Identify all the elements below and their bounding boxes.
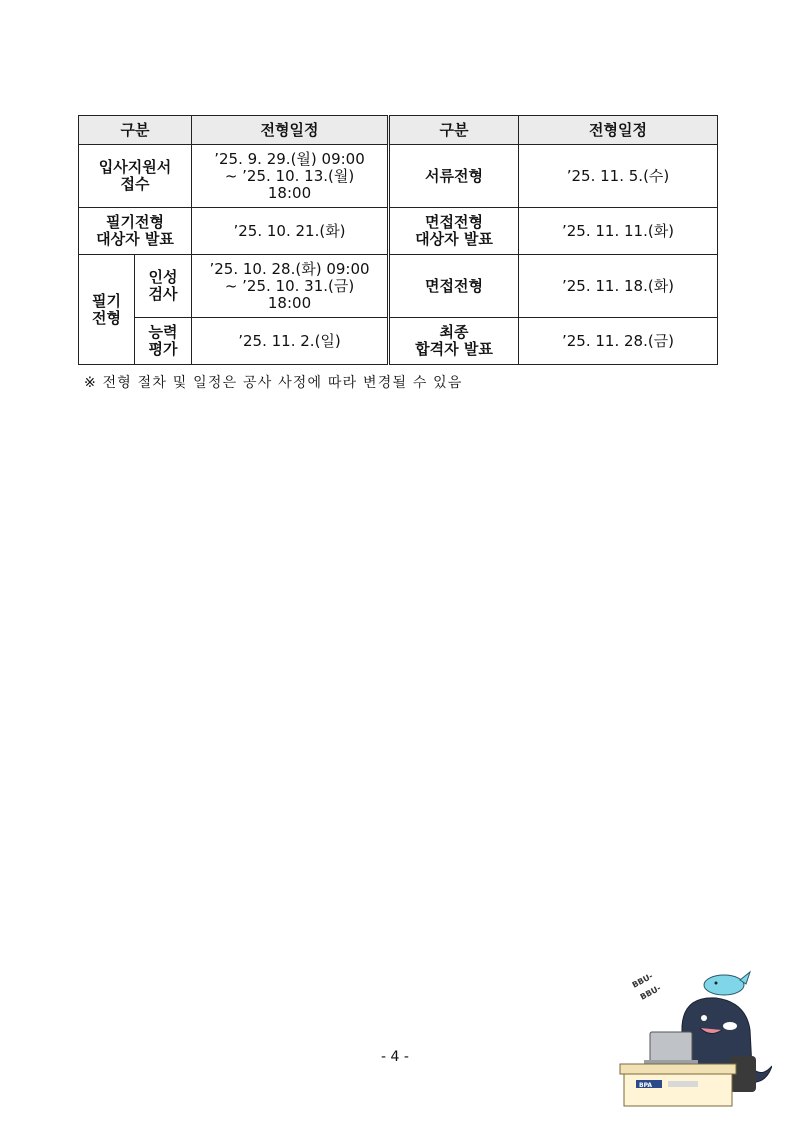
row-label-right: 면접전형 대상자 발표 — [389, 208, 519, 255]
row-date: ’25. 9. 29.(월) 09:00 ~ ’25. 10. 13.(월) 18:00 — [192, 145, 389, 208]
row-date-right: ’25. 11. 28.(금) — [519, 318, 718, 365]
table-row — [79, 318, 718, 365]
row-date: ’25. 10. 21.(화) — [192, 208, 389, 255]
table-row — [79, 255, 718, 318]
row-label: 필기전형 대상자 발표 — [79, 208, 192, 255]
svg-text:BPA: BPA — [639, 1082, 653, 1089]
desk — [620, 1064, 736, 1074]
laptop — [650, 1032, 692, 1062]
row-date-right: ’25. 11. 11.(화) — [519, 208, 718, 255]
row-label-right: 서류전형 — [389, 145, 519, 208]
header-category: 구분 — [79, 116, 192, 145]
page-number: - 4 - — [381, 1049, 409, 1065]
header-schedule-right: 전형일정 — [519, 116, 718, 145]
header-category-right: 구분 — [389, 116, 519, 145]
small-dolphin — [704, 975, 744, 995]
mascot-illustration — [612, 968, 772, 1110]
header-schedule: 전형일정 — [192, 116, 389, 145]
row-label-right: 면접전형 — [389, 255, 519, 318]
footnote: ※ 전형 절차 및 일정은 공사 사정에 따라 변경될 수 있음 — [84, 375, 463, 391]
table-row — [79, 208, 718, 255]
schedule-table — [78, 115, 718, 365]
speech-text: BBU- — [630, 971, 655, 990]
table-row — [79, 145, 718, 208]
row-label: 입사지원서 접수 — [79, 145, 192, 208]
sub-label: 인성 검사 — [135, 255, 192, 318]
group-label: 필기 전형 — [79, 255, 135, 365]
row-label-right: 최종 합격자 발표 — [389, 318, 519, 365]
table-header-row — [79, 116, 718, 145]
row-date: ’25. 11. 2.(일) — [192, 318, 389, 365]
row-date-right: ’25. 11. 5.(수) — [519, 145, 718, 208]
row-date: ’25. 10. 28.(화) 09:00 ~ ’25. 10. 31.(금) 18:00 — [192, 255, 389, 318]
speech-text-2: BBU- — [638, 983, 663, 1002]
row-date-right: ’25. 11. 18.(화) — [519, 255, 718, 318]
sub-label: 능력 평가 — [135, 318, 192, 365]
